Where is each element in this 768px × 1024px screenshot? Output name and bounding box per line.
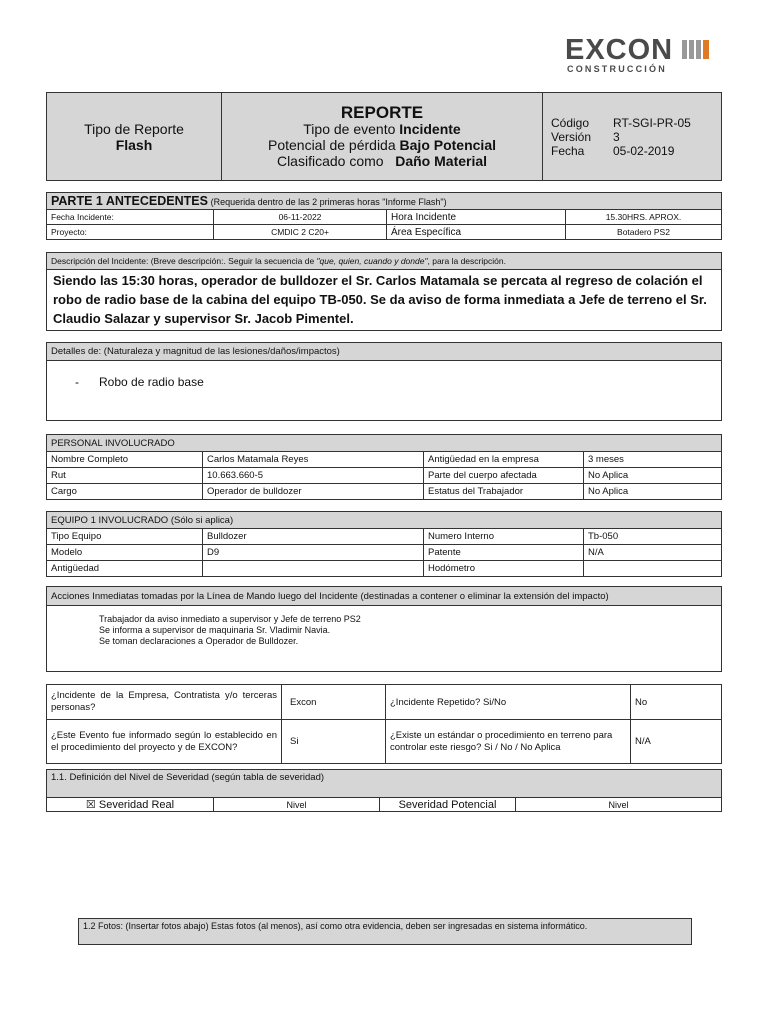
personal-table <box>46 451 722 500</box>
table-cell: D9 <box>203 545 424 561</box>
table-cell: Cargo <box>47 484 203 500</box>
area-value: Botadero PS2 <box>566 225 722 240</box>
table-cell: Operador de bulldozer <box>203 484 424 500</box>
parte1-table <box>46 209 722 240</box>
tipo-reporte-value: Flash <box>115 136 153 153</box>
respuesta-4: N/A <box>631 720 722 764</box>
detalles-body <box>46 360 722 421</box>
table-cell: Estatus del Trabajador <box>424 484 584 500</box>
table-cell: 10.663.660-5 <box>203 468 424 484</box>
pregunta-4: ¿Existe un estándar o procedimiento en terreno para controlar este riesgo? Si / No / No Aplica <box>386 720 631 764</box>
table-row <box>47 484 722 500</box>
severidad-table <box>46 797 722 812</box>
table-row <box>47 452 722 468</box>
preguntas-table <box>46 684 722 764</box>
nivel-real: Nivel <box>214 798 380 812</box>
table-cell <box>203 561 424 577</box>
detalles-bullet: - <box>75 375 79 389</box>
respuesta-3: Si <box>282 720 386 764</box>
severidad-header: 1.1. Definición del Nivel de Severidad (según tabla de severidad) <box>46 769 722 798</box>
nivel-potencial: Nivel <box>516 798 722 812</box>
fecha-label: Fecha <box>551 143 585 158</box>
parte1-subtitle: (Requerida dentro de las 2 primeras horas "Informe Flash") <box>210 197 447 207</box>
table-cell: No Aplica <box>584 484 722 500</box>
table-cell: Bulldozer <box>203 529 424 545</box>
respuesta-2: No <box>631 685 722 720</box>
evento-label: Tipo de evento <box>303 120 396 137</box>
logo-sub: CONSTRUCCIÓN <box>567 64 667 74</box>
pregunta-1: ¿Incidente de la Empresa, Contratista y/o terceras personas? <box>47 685 282 720</box>
fecha-incidente-value: 06-11-2022 <box>214 210 387 225</box>
descripcion-text: Siendo las 15:30 horas, operador de bulldozer el Sr. Carlos Matamala se percata al regreso de colación el robo de radio base de la cabina del equipo TB-050. Se da aviso de forma inmediata a Jefe de terreno el Sr. Claudio Salazar y supervisor Sr. Jacob Pimentel. <box>53 273 707 326</box>
checkbox-checked-icon[interactable]: ☒ <box>85 799 96 811</box>
table-row <box>47 468 722 484</box>
equipo-table <box>46 528 722 577</box>
table-cell: Antigüedad <box>47 561 203 577</box>
detalles-header: Detalles de: (Naturaleza y magnitud de las lesiones/daños/impactos) <box>46 342 722 361</box>
acciones-header: Acciones Inmediatas tomadas por la Línea de Mando luego del Incidente (destinadas a contener o eliminar la extensión del impacto) <box>46 586 722 606</box>
table-cell <box>584 561 722 577</box>
severidad-real-cell <box>47 798 214 812</box>
table-row <box>47 545 722 561</box>
acciones-body <box>46 605 722 672</box>
evento-value: Incidente <box>399 120 461 137</box>
table-cell: Patente <box>424 545 584 561</box>
table-cell: Parte del cuerpo afectada <box>424 468 584 484</box>
table-cell: Tb-050 <box>584 529 722 545</box>
descripcion-body <box>46 269 722 331</box>
parte1-header <box>46 192 722 210</box>
table-cell: 3 meses <box>584 452 722 468</box>
report-header-table <box>46 92 722 181</box>
logo-bars-icon <box>682 40 711 59</box>
version-value: 3 <box>613 129 620 144</box>
fecha-incidente-label: Fecha Incidente: <box>47 210 214 225</box>
table-cell: Carlos Matamala Reyes <box>203 452 424 468</box>
report-title: REPORTE <box>340 102 424 122</box>
table-cell: No Aplica <box>584 468 722 484</box>
descripcion-header <box>46 252 722 270</box>
accion-line: Se toman declaraciones a Operador de Bulldozer. <box>99 636 299 646</box>
table-cell: Numero Interno <box>424 529 584 545</box>
clasificado-value: Daño Material <box>395 152 488 169</box>
proyecto-label: Proyecto: <box>47 225 214 240</box>
excon-logo <box>565 36 735 72</box>
proyecto-value: CMDIC 2 C20+ <box>214 225 387 240</box>
table-cell: Tipo Equipo <box>47 529 203 545</box>
equipo-header: EQUIPO 1 INVOLUCRADO (Sólo si aplica) <box>46 511 722 529</box>
table-cell: Antigüedad en la empresa <box>424 452 584 468</box>
potencial-label: Potencial de pérdida <box>267 136 396 153</box>
severidad-real-label: Severidad Real <box>98 799 175 811</box>
codigo-value: RT-SGI-PR-05 <box>613 115 691 130</box>
table-cell: N/A <box>584 545 722 561</box>
pregunta-2: ¿Incidente Repetido? Si/No <box>386 685 631 720</box>
clasificado-label: Clasificado como <box>276 152 384 169</box>
table-row <box>47 561 722 577</box>
tipo-reporte-label: Tipo de Reporte <box>84 120 184 137</box>
potencial-value: Bajo Potencial <box>399 136 496 153</box>
table-cell: Rut <box>47 468 203 484</box>
codigo-label: Código <box>551 115 590 130</box>
respuesta-1: Excon <box>282 685 386 720</box>
report-title-cell <box>222 93 543 181</box>
table-cell: Modelo <box>47 545 203 561</box>
accion-line: Trabajador da aviso inmediato a supervisor y Jefe de terreno PS2 <box>99 614 361 624</box>
fotos-header: 1.2 Fotos: (Insertar fotos abajo) Estas fotos (al menos), así como otra evidencia, deben ser ingresadas en sistema informático. <box>78 918 692 945</box>
area-label: Área Específica <box>387 225 566 240</box>
table-cell: Nombre Completo <box>47 452 203 468</box>
table-row <box>47 529 722 545</box>
personal-header: PERSONAL INVOLUCRADO <box>46 434 722 452</box>
accion-line: Se informa a supervisor de maquinaria Sr. Vladimir Navia. <box>99 625 331 635</box>
fecha-value: 05-02-2019 <box>613 143 675 158</box>
logo-brand: EXCON <box>565 34 674 66</box>
descripcion-header-post: , para la descripción. <box>427 256 506 266</box>
hora-label: Hora Incidente <box>387 210 566 225</box>
detalles-item: Robo de radio base <box>99 375 204 389</box>
hora-value: 15.30HRS. APROX. <box>566 210 722 225</box>
descripcion-header-pre: Descripción del Incidente: (Breve descripción:. Seguir la secuencia de <box>51 256 317 266</box>
parte1-title: PARTE 1 ANTECEDENTES <box>51 194 208 208</box>
severidad-potencial-label: Severidad Potencial <box>380 798 516 812</box>
tipo-reporte-cell <box>47 93 222 181</box>
version-label: Versión <box>551 129 592 144</box>
document-info-cell <box>543 93 722 181</box>
pregunta-3: ¿Este Evento fue informado según lo establecido en el procedimiento del proyecto y de EXCON? <box>47 720 282 764</box>
table-cell: Hodómetro <box>424 561 584 577</box>
descripcion-header-italic: "que, quien, cuando y donde" <box>316 256 428 266</box>
